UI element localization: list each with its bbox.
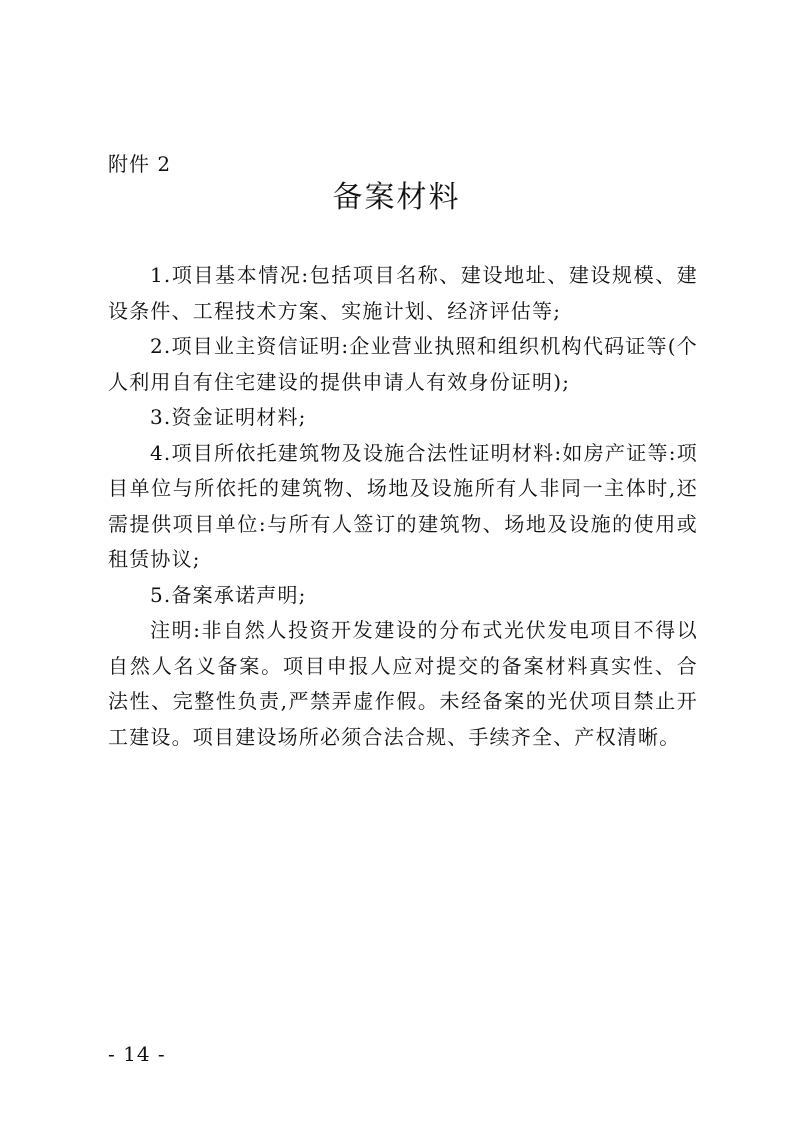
document-body [108,258,698,755]
attachment-label: 附件 2 [108,152,172,176]
page-number: - 14 - [108,1042,166,1066]
paragraph-project-basics: 1.项目基本情况:包括项目名称、建设地址、建设规模、建设条件、工程技术方案、实施计划、经济评估等; [108,263,698,323]
paragraph-funding-proof: 3.资金证明材料; [150,405,307,429]
paragraph-building-legality: 4.项目所依托建筑物及设施合法性证明材料:如房产证等:项目单位与所依托的建筑物、场地及设施所有人非同一主体时,还需提供项目单位:与所有人签订的建筑物、场地及设施的使用或租赁协议; [108,440,698,571]
paragraph-note: 注明:非自然人投资开发建设的分布式光伏发电项目不得以自然人名义备案。项目申报人应对提交的备案材料真实性、合法性、完整性负责,严禁弄虚作假。未经备案的光伏项目禁止开工建设。项目建设场所必须合法合规、手续齐全、产权清晰。 [108,618,698,749]
document-title: 备案材料 [332,180,461,215]
paragraph-owner-credit: 2.项目业主资信证明:企业营业执照和组织机构代码证等(个人利用自有住宅建设的提供申请人有效身份证明); [108,334,698,394]
paragraph-commitment-statement: 5.备案承诺声明; [150,582,307,607]
